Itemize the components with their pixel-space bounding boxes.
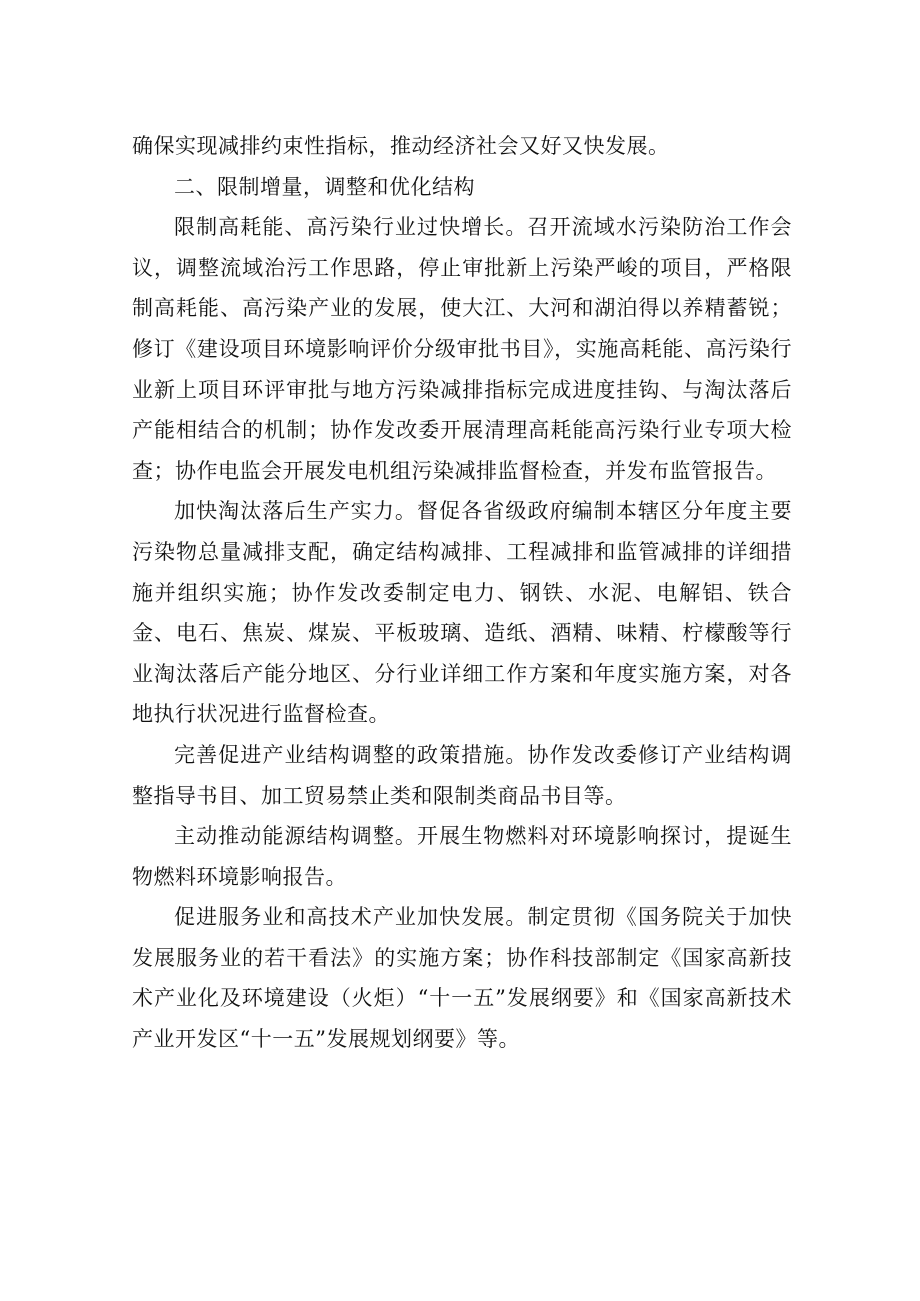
paragraph-policy-measures: 完善促进产业结构调整的政策措施。协作发改委修订产业结构调整指导书目、加工贸易禁止类和限制类商品书目等。: [132, 742, 792, 808]
document-body: [132, 126, 792, 1060]
paragraph-service-hightech: 促进服务业和高技术产业加快发展。制定贯彻《国务院关于加快发展服务业的若干看法》的实施方案；协作科技部制定《国家高新技术产业化及环境建设（火炬）“十一五”发展纲要》和《国家高新技术产业开发区“十一五”发展规划纲要》等。: [132, 905, 792, 1052]
paragraph-eliminate-backward-capacity: 加快淘汰落后生产实力。督促各省级政府编制本辖区分年度主要污染物总量减排支配，确定结构减排、工程减排和监管减排的详细措施并组织实施；协作发改委制定电力、钢铁、水泥、电解铝、铁合金、电石、焦炭、煤炭、平板玻璃、造纸、酒精、味精、柠檬酸等行业淘汰落后产能分地区、分行业详细工作方案和年度实施方案，对各地执行状况进行监督检查。: [132, 499, 792, 727]
section-heading: 二、限制增量，调整和优化结构: [174, 174, 475, 199]
paragraph-energy-structure: 主动推动能源结构调整。开展生物燃料对环境影响探讨，提诞生物燃料环境影响报告。: [132, 824, 792, 889]
paragraph-continuation: 确保实现减排约束性指标，推动经济社会又好又快发展。: [132, 134, 670, 158]
paragraph-restrict-growth: 限制高耗能、高污染行业过快增长。召开流域水污染防治工作会议，调整流域治污工作思路，停止审批新上污染严峻的项目，严格限制高耗能、高污染产业的发展，使大江、大河和湖泊得以养精蓄锐；修订《建设项目环境影响评价分级审批书目》，实施高耗能、高污染行业新上项目环评审批与地方污染减排指标完成进度挂钩、与淘汰落后产能相结合的机制；协作发改委开展清理高耗能高污染行业专项大检查；协作电监会开展发电机组污染减排监督检查，并发布监管报告。: [132, 215, 792, 483]
